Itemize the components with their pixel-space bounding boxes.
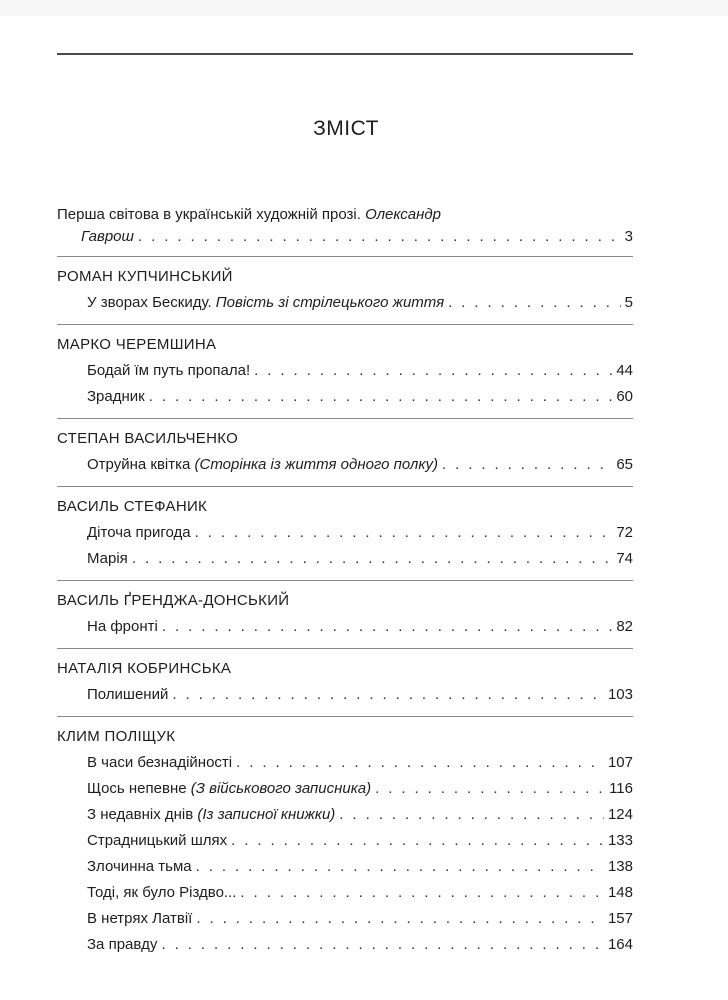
- toc-entry-title: [87, 520, 191, 546]
- toc-entry-title: [87, 802, 335, 828]
- toc-entry: [57, 854, 633, 880]
- section-divider: [57, 418, 633, 419]
- leader-dots: [132, 546, 613, 572]
- toc-entry-intro-author-cont: Гаврош: [81, 228, 134, 245]
- toc-entry-title: [87, 906, 192, 932]
- leader-dots: [172, 682, 604, 708]
- leader-dots: [195, 520, 613, 546]
- toc-entry-title-text: Бодай їм путь пропала!: [87, 362, 251, 379]
- toc-entry-title: [87, 358, 250, 384]
- toc-entry-page: 74: [616, 550, 633, 567]
- section-divider: [57, 648, 633, 649]
- toc-entry-title: [87, 384, 145, 410]
- toc-entry-title-text: В нетрях Латвії: [87, 910, 193, 927]
- toc-entry-page: 164: [607, 936, 633, 953]
- toc-entry-title-text: Злочинна тьма: [87, 858, 192, 875]
- leader-dots: [339, 802, 604, 828]
- toc-entry-title-text: Страдницький шлях: [87, 832, 228, 849]
- toc-entry-title-text: В часи безнадійності: [87, 754, 233, 771]
- toc-entry-subtitle: (Сторінка із життя одного полку): [194, 456, 438, 473]
- toc-entry-page: 138: [607, 858, 633, 875]
- toc-entry: [57, 682, 633, 708]
- toc-entry-title-text: На фронті: [87, 618, 158, 635]
- toc-entry-page: 82: [616, 618, 633, 635]
- toc-author-heading: ВАСИЛЬ СТЕФАНИК: [57, 498, 208, 515]
- header-rule: [57, 53, 633, 55]
- toc-entry-title: [87, 452, 438, 478]
- toc-entry-intro-title: Перша світова в українській художній прозі.: [57, 206, 366, 223]
- toc-entry-title-text: З недавніх днів: [87, 806, 198, 823]
- leader-dots: [240, 880, 604, 906]
- leader-dots: [448, 290, 621, 316]
- leader-dots: [196, 854, 604, 880]
- toc-entry-intro-line1: [57, 204, 633, 226]
- toc-entry: [57, 546, 633, 572]
- toc-entry-title-text: Діточа пригода: [87, 524, 191, 541]
- toc-entry-title: [87, 828, 227, 854]
- toc-entry-title: [87, 682, 168, 708]
- toc-entry-page: 44: [616, 362, 633, 379]
- leader-dots: [196, 906, 604, 932]
- toc-entry-page: 124: [607, 806, 633, 823]
- toc-entry: [57, 932, 633, 958]
- section-divider: [57, 716, 633, 717]
- toc-entry: [57, 906, 633, 932]
- section-divider: [57, 324, 633, 325]
- toc-entry-subtitle: (Із записної книжки): [197, 806, 336, 823]
- leader-dots: [236, 750, 604, 776]
- toc-entry-title-text: Щось непевне: [87, 780, 191, 797]
- toc-entry: [57, 384, 633, 410]
- toc-author-heading: СТЕПАН ВАСИЛЬЧЕНКО: [57, 430, 239, 447]
- toc-entry-title-text: Зрадник: [87, 388, 145, 405]
- leader-dots: [442, 452, 612, 478]
- toc-entry-page: 72: [616, 524, 633, 541]
- toc-entry: [57, 802, 633, 828]
- toc-entry-page: 65: [616, 456, 633, 473]
- toc-entry-title-text: Полишений: [87, 686, 169, 703]
- toc-entry: [57, 776, 633, 802]
- toc-entry-title: [87, 854, 192, 880]
- toc-author-heading: МАРКО ЧЕРЕМШИНА: [57, 336, 217, 353]
- toc-entry-title: [87, 290, 444, 316]
- toc-entry-page: 5: [624, 294, 633, 311]
- toc-entry-title: [87, 880, 236, 906]
- toc-entry: [57, 452, 633, 478]
- section-divider: [57, 486, 633, 487]
- leader-dots: [138, 226, 621, 248]
- page-title: ЗМІСТ: [313, 117, 379, 140]
- toc-entry-page: 3: [624, 228, 633, 245]
- toc-entry-title: [87, 614, 158, 640]
- toc-entry-title-text: Отруйна квітка: [87, 456, 195, 473]
- leader-dots: [161, 932, 604, 958]
- toc-entry: [57, 880, 633, 906]
- section-divider: [57, 256, 633, 257]
- toc-entry-title-text: Марія: [87, 550, 128, 567]
- leader-dots: [254, 358, 612, 384]
- toc-entry-page: 103: [607, 686, 633, 703]
- toc-author-heading: ВАСИЛЬ ҐРЕНДЖА-ДОНСЬКИЙ: [57, 592, 290, 609]
- toc-author-heading: НАТАЛІЯ КОБРИНСЬКА: [57, 660, 232, 677]
- toc-entry: [57, 750, 633, 776]
- toc-entry-title: [87, 750, 232, 776]
- page-top-shade: [0, 0, 728, 16]
- toc-entry-subtitle: Повість зі стрілецького життя: [215, 294, 445, 311]
- toc-entry: [57, 614, 633, 640]
- toc-author-heading: РОМАН КУПЧИНСЬКИЙ: [57, 268, 233, 285]
- toc-entry-page: 157: [607, 910, 633, 927]
- toc-entry-title: [87, 776, 371, 802]
- leader-dots: [231, 828, 604, 854]
- toc-entry-page: 60: [616, 388, 633, 405]
- toc-entry-intro-line2: [57, 226, 633, 248]
- toc-entry-title-text: За правду: [87, 936, 158, 953]
- toc-entry-page: 148: [607, 884, 633, 901]
- toc-entry-page: 107: [607, 754, 633, 771]
- toc-entry: [57, 828, 633, 854]
- leader-dots: [375, 776, 605, 802]
- toc-entry-title-text: У зворах Бескиду.: [87, 294, 216, 311]
- toc-entry-title-text: Тоді, як було Різдво...: [87, 884, 237, 901]
- toc-entry-title: [87, 546, 128, 572]
- table-of-contents: [57, 204, 633, 958]
- toc-author-heading: КЛИМ ПОЛІЩУК: [57, 728, 176, 745]
- toc-entry-page: 133: [607, 832, 633, 849]
- toc-entry-subtitle: (З військового записника): [190, 780, 372, 797]
- leader-dots: [162, 614, 612, 640]
- toc-entry-title: [87, 932, 157, 958]
- section-divider: [57, 580, 633, 581]
- toc-entry-intro-author: Олександр: [365, 206, 442, 223]
- toc-entry: [57, 358, 633, 384]
- leader-dots: [149, 384, 613, 410]
- toc-entry: [57, 520, 633, 546]
- toc-entry-page: 116: [609, 780, 633, 797]
- toc-entry: [57, 290, 633, 316]
